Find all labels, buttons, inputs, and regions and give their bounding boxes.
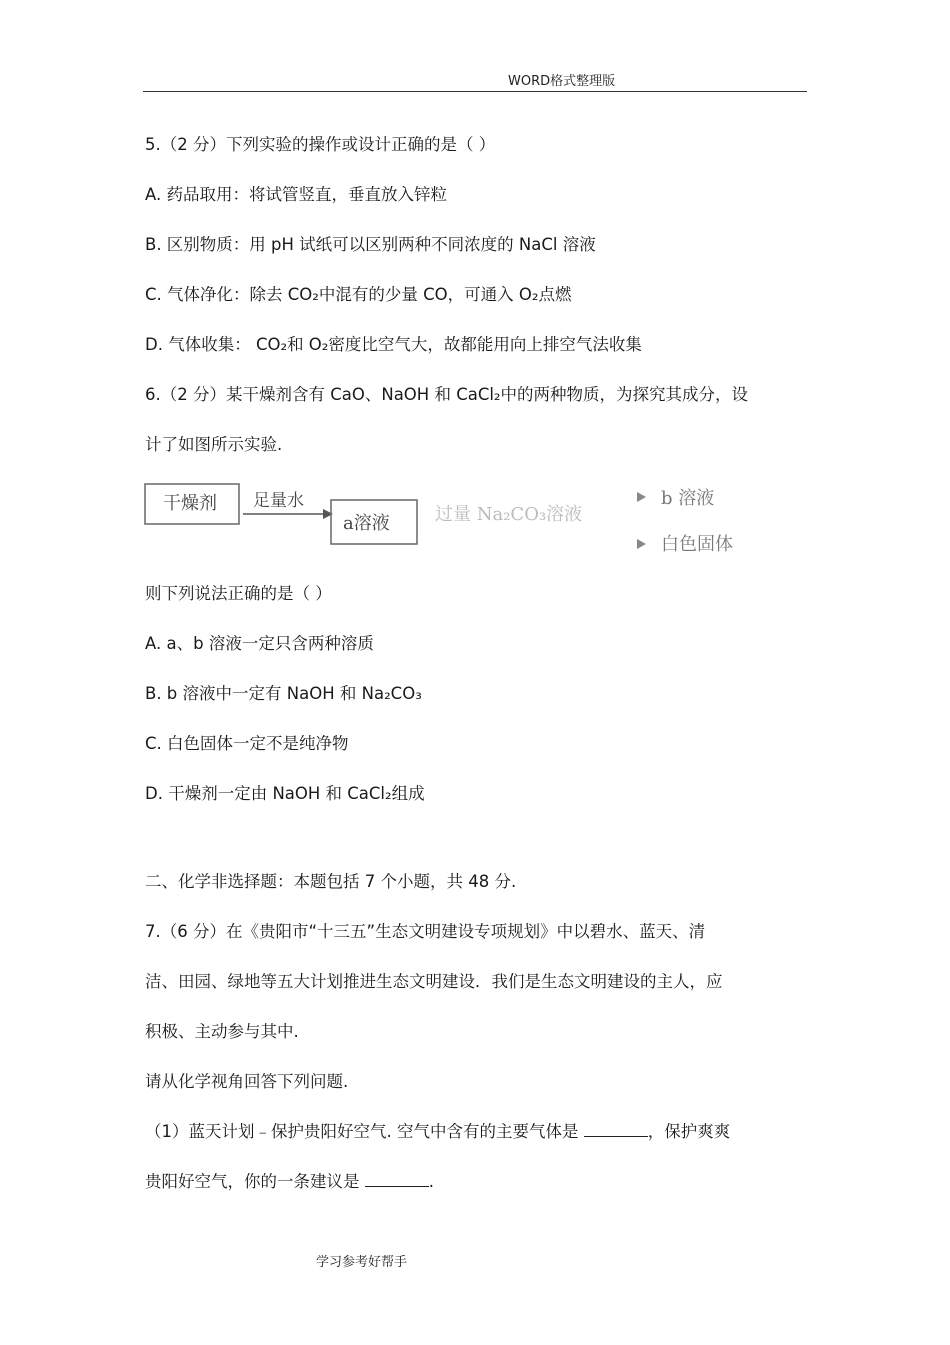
- diagram-box1-label: 干燥剂: [163, 493, 217, 514]
- diagram-arrow1-label: 足量水: [253, 491, 304, 511]
- q7-sub1-text-c: 贵阳好空气，你的一条建议是: [145, 1172, 365, 1191]
- q5-option-a: A. 药品取用：将试管竖直，垂直放入锌粒: [145, 185, 447, 204]
- q5-stem: 5.（2 分）下列实验的操作或设计正确的是（ ）: [145, 135, 496, 154]
- diagram-out2-label: 白色固体: [661, 534, 733, 555]
- q6-stem-line1: 6.（2 分）某干燥剂含有 CaO、NaOH 和 CaCl₂中的两种物质，为探究其成分，设: [145, 385, 749, 404]
- q7-blank-2[interactable]: [365, 1172, 429, 1187]
- page-header: WORD格式整理版: [508, 74, 616, 89]
- q5-option-d: D. 气体收集： CO₂和 O₂密度比空气大，故都能用向上排空气法收集: [145, 335, 642, 354]
- q6-option-a: A. a、b 溶液一定只含两种溶质: [145, 634, 374, 653]
- diagram-arrow2-label: 过量 Na₂CO₃溶液: [435, 504, 583, 525]
- q6-option-c: C. 白色固体一定不是纯净物: [145, 734, 349, 753]
- q6-stem-line2: 计了如图所示实验.: [145, 435, 283, 454]
- page-footer: 学习参考好帮手: [316, 1255, 408, 1270]
- q5-option-c: C. 气体净化：除去 CO₂中混有的少量 CO，可通入 O₂点燃: [145, 285, 572, 304]
- diagram-arrow-b-head: [637, 492, 646, 502]
- diagram-out1-label: b 溶液: [661, 488, 715, 509]
- q5-option-b: B. 区别物质：用 pH 试纸可以区别两种不同浓度的 NaCl 溶液: [145, 235, 596, 254]
- q7-sub1-text-a: （1）蓝天计划﹣保护贵阳好空气. 空气中含有的主要气体是: [145, 1122, 584, 1141]
- diagram-arrow-solid-head: [637, 539, 646, 549]
- q7-sub1-text-d: .: [428, 1172, 434, 1191]
- diagram-box2-label: a溶液: [343, 513, 390, 534]
- q6-option-d: D. 干燥剂一定由 NaOH 和 CaCl₂组成: [145, 784, 425, 803]
- q7-line2: 洁、田园、绿地等五大计划推进生态文明建设．我们是生态文明建设的主人，应: [145, 972, 723, 991]
- q7-line4: 请从化学视角回答下列问题.: [145, 1072, 349, 1091]
- q7-line1: 7.（6 分）在《贵阳市“十三五”生态文明建设专项规划》中以碧水、蓝天、清: [145, 922, 706, 941]
- q7-sub1-text-b: ，保护爽爽: [647, 1122, 731, 1141]
- q7-blank-1[interactable]: [584, 1122, 648, 1137]
- q7-sub1-line1: [145, 1118, 730, 1142]
- header-rule: [143, 91, 807, 92]
- experiment-diagram: [143, 476, 763, 556]
- q6-option-b: B. b 溶液中一定有 NaOH 和 Na₂CO₃: [145, 684, 422, 703]
- q7-sub1-line2: [145, 1168, 434, 1192]
- q7-line3: 积极、主动参与其中.: [145, 1022, 299, 1041]
- q6-question: 则下列说法正确的是（ ）: [145, 584, 332, 603]
- section2-title: 二、化学非选择题：本题包括 7 个小题，共 48 分.: [145, 872, 517, 891]
